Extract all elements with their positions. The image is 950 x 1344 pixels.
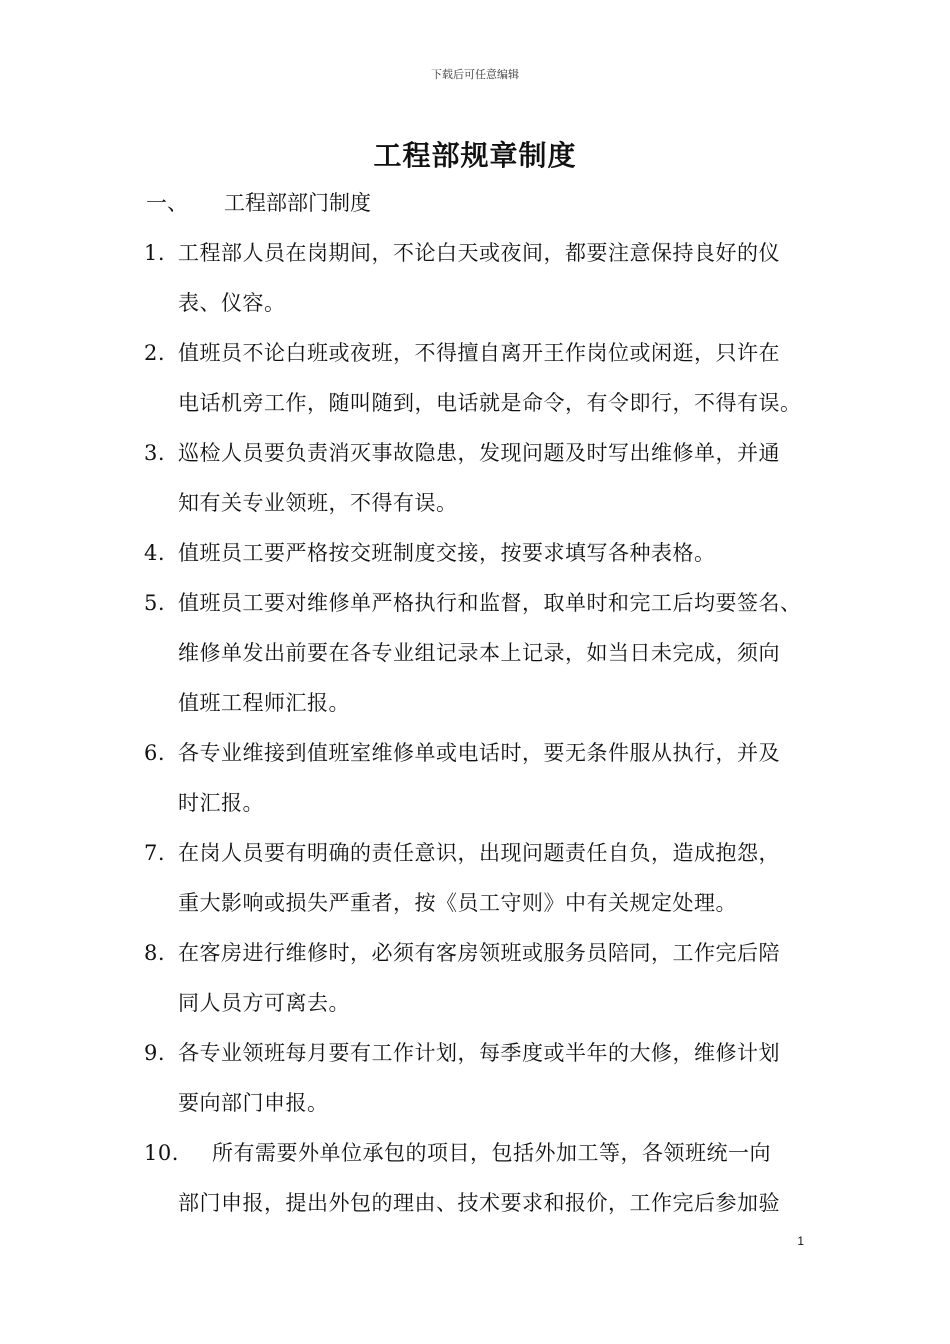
- list-item-1-continuation: 表、仪容。: [178, 291, 286, 315]
- list-item-8: [144, 937, 780, 967]
- list-item-3: [144, 437, 780, 467]
- section-heading-text: 工程部部门制度: [224, 191, 371, 215]
- list-item-number: 7.: [144, 841, 166, 865]
- section-heading: [146, 187, 371, 217]
- list-item-text: 值班员不论白班或夜班，不得擅自离开王作岗位或闲逛，只许在: [178, 341, 780, 365]
- list-item-5-continuation: 值班工程师汇报。: [178, 691, 350, 715]
- list-item-4: [144, 537, 716, 567]
- list-item-number: 2.: [144, 341, 166, 365]
- list-item-6-continuation: 时汇报。: [178, 791, 264, 815]
- list-item-number: 3.: [144, 441, 166, 465]
- list-item-number: 1.: [144, 241, 166, 265]
- list-item-6: [144, 737, 780, 767]
- list-item-7: [144, 837, 780, 867]
- list-item-number: 5.: [144, 591, 166, 615]
- list-item-7-continuation: 重大影响或损失严重者，按《员工守则》中有关规定处理。: [178, 891, 737, 915]
- list-item-text: 各专业维接到值班室维修单或电话时，要无条件服从执行，并及: [178, 741, 780, 765]
- list-item-8-continuation: 同人员方可离去。: [178, 991, 350, 1015]
- list-item-number: 8.: [144, 941, 166, 965]
- section-number: 一、: [146, 191, 188, 215]
- list-item-number: 4.: [144, 541, 166, 565]
- page-header: 下载后可任意编辑: [431, 68, 519, 81]
- list-item-text: 巡检人员要负责消灭事故隐患，发现问题及时写出维修单，并通: [178, 441, 780, 465]
- list-item-text: 工程部人员在岗期间，不论白天或夜间，都要注意保持良好的仪: [178, 241, 780, 265]
- list-item-text: 各专业领班每月要有工作计划，每季度或半年的大修，维修计划: [178, 1041, 780, 1065]
- list-item-1: [144, 237, 780, 267]
- list-item-text: 在客房进行维修时，必须有客房领班或服务员陪同，工作完后陪: [178, 941, 780, 965]
- list-item-9-continuation: 要向部门申报。: [178, 1091, 329, 1115]
- list-item-text: 所有需要外单位承包的项目，包括外加工等，各领班统一向: [212, 1141, 771, 1165]
- document-title: 工程部规章制度: [373, 139, 577, 172]
- list-item-5: [144, 587, 802, 617]
- page-number: 1: [797, 1234, 804, 1248]
- list-item-2-continuation: 电话机旁工作，随叫随到，电话就是命令，有令即行，不得有误。: [178, 391, 802, 415]
- list-item-number: 9.: [144, 1041, 166, 1065]
- list-item-text: 值班员工要严格按交班制度交接，按要求填写各种表格。: [178, 541, 716, 565]
- list-item-3-continuation: 知有关专业领班，不得有误。: [178, 491, 458, 515]
- list-item-10-continuation: 部门申报，提出外包的理由、技术要求和报价，工作完后参加验: [178, 1191, 780, 1215]
- list-item-2: [144, 337, 780, 367]
- list-item-number: 6.: [144, 741, 166, 765]
- list-item-text: 在岗人员要有明确的责任意识，出现问题责任自负，造成抱怨，: [178, 841, 780, 865]
- list-item-text: 值班员工要对维修单严格执行和监督，取单时和完工后均要签名、: [178, 591, 802, 615]
- list-item-number: 10.: [144, 1141, 179, 1165]
- list-item-9: [144, 1037, 780, 1067]
- list-item-5-continuation: 维修单发出前要在各专业组记录本上记录，如当日未完成，须向: [178, 641, 780, 665]
- list-item-10: [144, 1137, 771, 1167]
